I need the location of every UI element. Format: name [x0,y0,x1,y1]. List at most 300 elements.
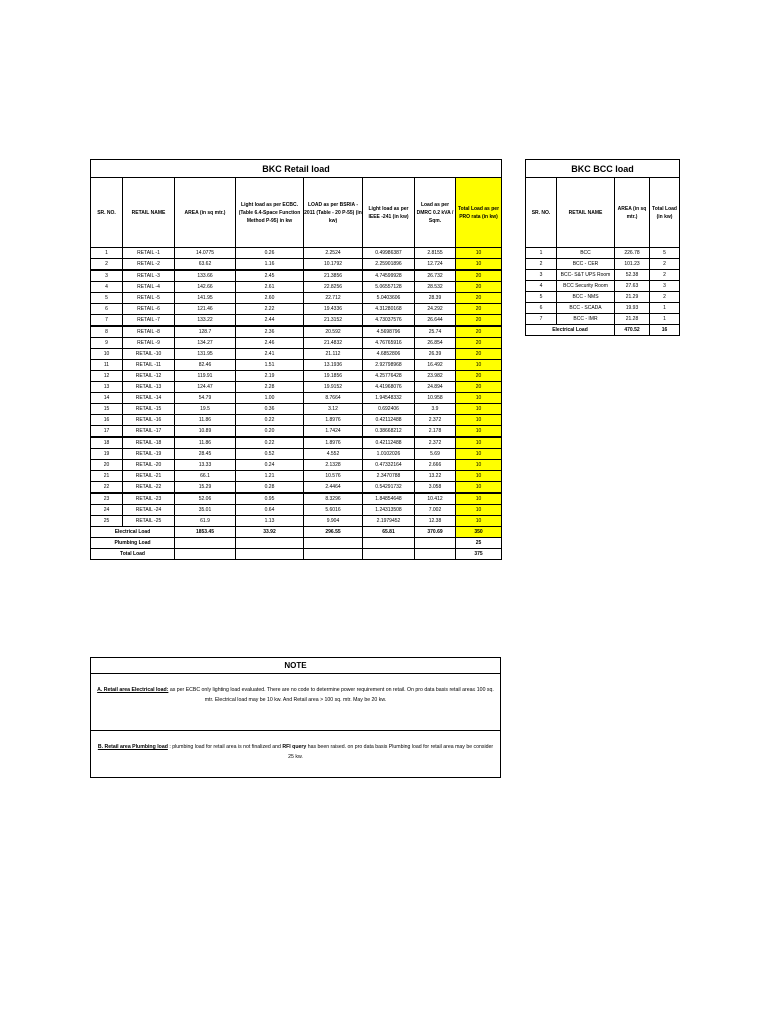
table-row [91,404,502,415]
bcc-col-header: RETAIL NAME [557,178,615,248]
table-cell: 1 [650,303,680,314]
table-cell: 2.1979452 [363,516,415,527]
table-cell: 10 [456,248,502,259]
table-cell: 2.28 [236,382,304,393]
table-cell: 12.724 [415,259,456,271]
table-cell: 9.904 [304,516,363,527]
table-cell: RETAIL -13 [123,382,175,393]
table-cell: 25.74 [415,326,456,338]
plumbing-load-label: Plumbing Load [91,538,175,549]
table-cell: 13.1936 [304,360,363,371]
table-cell: 10 [456,426,502,438]
table-cell: RETAIL -12 [123,371,175,382]
table-cell: 11 [91,360,123,371]
table-cell: 2.3470788 [363,471,415,482]
table-cell: 2 [91,259,123,271]
table-cell: 2 [650,259,680,270]
table-cell: 1.13 [236,516,304,527]
table-cell: 17 [91,426,123,438]
table-cell: 26.732 [415,270,456,282]
table-cell: 27.63 [615,281,650,292]
table-cell: 8.3296 [304,493,363,505]
table-cell: 10 [456,259,502,271]
table-cell: 1 [650,314,680,325]
note-a-label: A. Retail area Electrical load: [97,687,169,693]
table-row [526,259,680,270]
table-cell: 24.894 [415,382,456,393]
retail-col-header: Load as per DMRC 0.2 kVA / Sqm. [415,178,456,248]
note-b-text1: : plumbing load for retail area is not finalized and [167,744,283,750]
table-row [526,303,680,314]
table-cell: RETAIL -6 [123,304,175,315]
table-cell: 1.7424 [304,426,363,438]
table-cell: 23.982 [415,371,456,382]
table-row [91,482,502,494]
table-cell: 7 [91,315,123,327]
table-row [91,259,502,271]
bcc-col-header: SR. NO. [526,178,557,248]
table-cell: 2 [650,270,680,281]
table-cell: 2.178 [415,426,456,438]
table-cell: 10 [91,349,123,360]
table-cell: RETAIL -19 [123,449,175,460]
empty-cell [363,549,415,560]
table-cell: RETAIL -24 [123,505,175,516]
table-cell: 0.38668212 [363,426,415,438]
table-cell: RETAIL -2 [123,259,175,271]
table-cell: 66.1 [175,471,236,482]
table-row [91,493,502,505]
note-a [91,686,500,706]
table-cell: 2.372 [415,437,456,449]
table-row [526,292,680,303]
table-cell: 21.112 [304,349,363,360]
table-cell: 1 [526,248,557,259]
table-cell: 0.28 [236,482,304,494]
electrical-load-value: 65.81 [363,527,415,538]
total-load-label: Total Load [91,549,175,560]
table-cell: 10 [456,493,502,505]
table-cell: 8 [91,326,123,338]
table-cell: 5.0403606 [363,293,415,304]
table-cell: 22 [91,482,123,494]
table-cell: 16.492 [415,360,456,371]
table-cell: 54.79 [175,393,236,404]
electrical-load-value: 1853.45 [175,527,236,538]
note-divider [91,730,500,731]
table-cell: 3 [650,281,680,292]
table-cell: 2.4464 [304,482,363,494]
bcc-electrical-label: Electrical Load [526,325,615,336]
retail-load-table [90,159,502,560]
table-cell: 20 [456,282,502,293]
table-cell: 141.95 [175,293,236,304]
table-cell: 11.86 [175,437,236,449]
table-cell: 0.22 [236,415,304,426]
table-cell: 2.22 [236,304,304,315]
table-cell: 12 [91,371,123,382]
table-cell: 14.0775 [175,248,236,259]
table-row [91,393,502,404]
table-cell: 10 [456,404,502,415]
empty-cell [236,538,304,549]
retail-col-header: Light load as per ECBC. (Table 6.4-Space Function Method P-95) in kw [236,178,304,248]
table-cell: 24 [91,505,123,516]
table-cell: 7 [526,314,557,325]
table-cell: 20 [456,270,502,282]
table-cell: 52.38 [615,270,650,281]
table-cell: RETAIL -20 [123,460,175,471]
table-row [91,293,502,304]
electrical-load-value: 370.69 [415,527,456,538]
bcc-col-header: AREA (in sq mtr.) [615,178,650,248]
table-cell: 13.22 [415,471,456,482]
retail-col-header: SR. NO. [91,178,123,248]
table-cell: 19.4336 [304,304,363,315]
table-cell: 25 [91,516,123,527]
table-cell: 23 [91,493,123,505]
table-row [91,371,502,382]
total-load-value: 375 [456,549,502,560]
electrical-load-value: 296.55 [304,527,363,538]
table-cell: 4.552 [304,449,363,460]
table-cell: 134.27 [175,338,236,349]
table-cell: 2.45 [236,270,304,282]
note-b [91,743,500,763]
table-row [91,415,502,426]
table-cell: RETAIL -22 [123,482,175,494]
table-cell: RETAIL -23 [123,493,175,505]
table-cell: 21 [91,471,123,482]
table-cell: RETAIL -1 [123,248,175,259]
note-b-bold: RFI query [282,744,307,750]
table-cell: 22.712 [304,293,363,304]
retail-table-body [91,248,502,560]
table-cell: 1.24313508 [363,505,415,516]
table-cell: 1.16 [236,259,304,271]
table-cell: 2.2524 [304,248,363,259]
table-cell: 19.1856 [304,371,363,382]
table-cell: 10 [456,516,502,527]
table-row [91,248,502,259]
bcc-header-row [526,178,680,248]
table-cell: 2.372 [415,415,456,426]
table-row [91,437,502,449]
table-cell: 3 [526,270,557,281]
table-row [91,338,502,349]
table-cell: 10 [456,360,502,371]
table-cell: 10 [456,449,502,460]
empty-cell [175,538,236,549]
table-cell: 4.31280168 [363,304,415,315]
table-cell: 24.292 [415,304,456,315]
table-cell: 1.00 [236,393,304,404]
table-cell: 3 [91,270,123,282]
table-cell: 2.25901896 [363,259,415,271]
table-cell: 1.51 [236,360,304,371]
bcc-table-body [526,248,680,336]
table-cell: 63.62 [175,259,236,271]
table-cell: 20.592 [304,326,363,338]
table-cell: 5 [650,248,680,259]
table-row [526,281,680,292]
retail-plumbing-row [91,538,502,549]
table-cell: 0.26 [236,248,304,259]
table-cell: 18 [91,437,123,449]
table-cell: 5 [526,292,557,303]
table-cell: 35.01 [175,505,236,516]
retail-electrical-row [91,527,502,538]
table-cell: 4 [526,281,557,292]
retail-col-header: LOAD as per BSRIA - 2011 (Table - 20 P-55) (in kw) [304,178,363,248]
table-cell: RETAIL -25 [123,516,175,527]
table-cell: 19.5 [175,404,236,415]
table-cell: 0.52 [236,449,304,460]
table-cell: 226.78 [615,248,650,259]
table-cell: 124.47 [175,382,236,393]
table-cell: 6 [91,304,123,315]
table-cell: 10 [456,393,502,404]
table-cell: 4.74599928 [363,270,415,282]
table-row [91,426,502,438]
table-cell: 26.39 [415,349,456,360]
table-cell: 20 [456,338,502,349]
table-cell: 26.854 [415,338,456,349]
electrical-load-value: 350 [456,527,502,538]
table-cell: 28.45 [175,449,236,460]
table-cell: 19 [91,449,123,460]
bcc-electrical-total: 16 [650,325,680,336]
table-cell: 5.6016 [304,505,363,516]
table-cell: 4.25776428 [363,371,415,382]
table-cell: 20 [91,460,123,471]
table-cell: 0.22 [236,437,304,449]
table-cell: 28.39 [415,293,456,304]
table-cell: BCC- S&T UPS Room [557,270,615,281]
note-b-label: B. Retail area Plumbing load [97,744,168,750]
table-row [91,471,502,482]
table-cell: 3.9 [415,404,456,415]
table-cell: 4.73037576 [363,315,415,327]
table-cell: 0.692406 [363,404,415,415]
table-cell: 8.7664 [304,393,363,404]
table-row [91,315,502,327]
note-title: NOTE [91,658,500,674]
table-cell: RETAIL -9 [123,338,175,349]
table-cell: RETAIL -4 [123,282,175,293]
electrical-load-label: Electrical Load [91,527,175,538]
bcc-electrical-area: 470.52 [615,325,650,336]
table-cell: 10 [456,437,502,449]
table-cell: BCC - NMS [557,292,615,303]
table-cell: 10 [456,460,502,471]
empty-cell [304,549,363,560]
retail-table-title: BKC Retail load [91,160,502,178]
table-cell: 15 [91,404,123,415]
table-cell: RETAIL -11 [123,360,175,371]
table-cell: 131.95 [175,349,236,360]
table-cell: 0.20 [236,426,304,438]
table-cell: 10 [456,415,502,426]
table-cell: 10.958 [415,393,456,404]
table-cell: 14 [91,393,123,404]
table-cell: 28.532 [415,282,456,293]
table-cell: BCC - CER [557,259,615,270]
table-row [526,314,680,325]
table-cell: 5.69 [415,449,456,460]
table-cell: 1.8976 [304,415,363,426]
table-cell: 21.28 [615,314,650,325]
table-cell: RETAIL -7 [123,315,175,327]
retail-col-header: Light load as per IEEE -241 (in kw) [363,178,415,248]
table-cell: 0.95 [236,493,304,505]
table-cell: 9 [91,338,123,349]
retail-total-row [91,549,502,560]
table-cell: 0.64 [236,505,304,516]
table-cell: 21.29 [615,292,650,303]
table-cell: 26.644 [415,315,456,327]
table-cell: 0.24 [236,460,304,471]
table-cell: 2.44 [236,315,304,327]
table-cell: 0.36 [236,404,304,415]
table-cell: 5 [91,293,123,304]
table-cell: 15.29 [175,482,236,494]
table-cell: RETAIL -5 [123,293,175,304]
table-cell: 2.666 [415,460,456,471]
table-cell: 10.1792 [304,259,363,271]
table-cell: 2.41 [236,349,304,360]
retail-col-header: AREA (in sq mtr.) [175,178,236,248]
table-cell: 0.54291732 [363,482,415,494]
table-cell: RETAIL -17 [123,426,175,438]
table-cell: 20 [456,315,502,327]
table-cell: RETAIL -15 [123,404,175,415]
table-cell: 142.66 [175,282,236,293]
table-cell: 6 [526,303,557,314]
table-cell: 10 [456,471,502,482]
table-cell: 11.86 [175,415,236,426]
table-row [91,326,502,338]
table-row [526,248,680,259]
table-cell: 10 [456,505,502,516]
table-cell: 1.94548332 [363,393,415,404]
table-cell: 21.3856 [304,270,363,282]
table-cell: 2.61 [236,282,304,293]
table-cell: 2.8155 [415,248,456,259]
table-cell: RETAIL -18 [123,437,175,449]
table-cell: 82.46 [175,360,236,371]
table-row [526,270,680,281]
table-cell: 20 [456,293,502,304]
table-row [91,505,502,516]
bcc-load-table [525,159,680,336]
table-cell: 21.4832 [304,338,363,349]
table-row [91,516,502,527]
table-cell: 3.12 [304,404,363,415]
table-cell: 4.6852806 [363,349,415,360]
table-cell: 2.36 [236,326,304,338]
table-row [91,460,502,471]
table-cell: BCC Security Room [557,281,615,292]
table-cell: BCC - SCADA [557,303,615,314]
table-cell: 2.19 [236,371,304,382]
table-cell: 20 [456,371,502,382]
empty-cell [236,549,304,560]
table-cell: 1 [91,248,123,259]
table-cell: 10.576 [304,471,363,482]
empty-cell [415,538,456,549]
table-cell: 1.0102026 [363,449,415,460]
table-cell: RETAIL -16 [123,415,175,426]
table-cell: 22.8256 [304,282,363,293]
table-cell: 2.60 [236,293,304,304]
table-cell: 4 [91,282,123,293]
table-cell: 4.76765916 [363,338,415,349]
table-cell: 0.42112488 [363,437,415,449]
bcc-electrical-row [526,325,680,336]
table-cell: 128.7 [175,326,236,338]
table-cell: 0.42112488 [363,415,415,426]
table-cell: RETAIL -10 [123,349,175,360]
table-row [91,349,502,360]
table-row [91,382,502,393]
table-row [91,270,502,282]
table-row [91,360,502,371]
note-a-text: as per ECBC only lighting load evaluated. There are no code to determine power requirement on retail. On pro data basis retail area≤ 100 sq. mtr. Electrical load may be 10 kw. And Retail area > 100 sq. mtr. May be 20 kw. [168,687,494,703]
table-cell: 1.84854648 [363,493,415,505]
table-cell: RETAIL -14 [123,393,175,404]
table-cell: 2 [526,259,557,270]
table-row [91,282,502,293]
table-cell: RETAIL -21 [123,471,175,482]
table-cell: 13 [91,382,123,393]
empty-cell [304,538,363,549]
table-cell: 19.93 [615,303,650,314]
table-cell: 2.46 [236,338,304,349]
table-cell: 12.38 [415,516,456,527]
note-box [90,657,501,778]
retail-col-header: RETAIL NAME [123,178,175,248]
table-cell: BCC [557,248,615,259]
empty-cell [363,538,415,549]
bcc-col-header: Total Load (in kw) [650,178,680,248]
retail-header-row [91,178,502,248]
table-cell: 4.5698796 [363,326,415,338]
table-cell: 1.8976 [304,437,363,449]
table-cell: 1.21 [236,471,304,482]
table-cell: 4.41968076 [363,382,415,393]
table-cell: 52.06 [175,493,236,505]
note-b-text2: has been raised. on pro data basis Plumbing load for retail area may be consider 25 kw. [288,744,494,760]
table-cell: 0.49986387 [363,248,415,259]
empty-cell [415,549,456,560]
table-cell: 19.9152 [304,382,363,393]
table-cell: 16 [91,415,123,426]
table-cell: 2 [650,292,680,303]
table-row [91,449,502,460]
table-cell: 2.1328 [304,460,363,471]
table-cell: RETAIL -8 [123,326,175,338]
table-cell: 133.66 [175,270,236,282]
table-cell: 3.058 [415,482,456,494]
retail-col-header: Total Load as per PRO rata (in kw) [456,178,502,248]
table-cell: 7.002 [415,505,456,516]
bcc-table-title: BKC BCC load [526,160,680,178]
table-cell: 61.9 [175,516,236,527]
table-cell: 13.33 [175,460,236,471]
empty-cell [175,549,236,560]
table-cell: 10 [456,482,502,494]
